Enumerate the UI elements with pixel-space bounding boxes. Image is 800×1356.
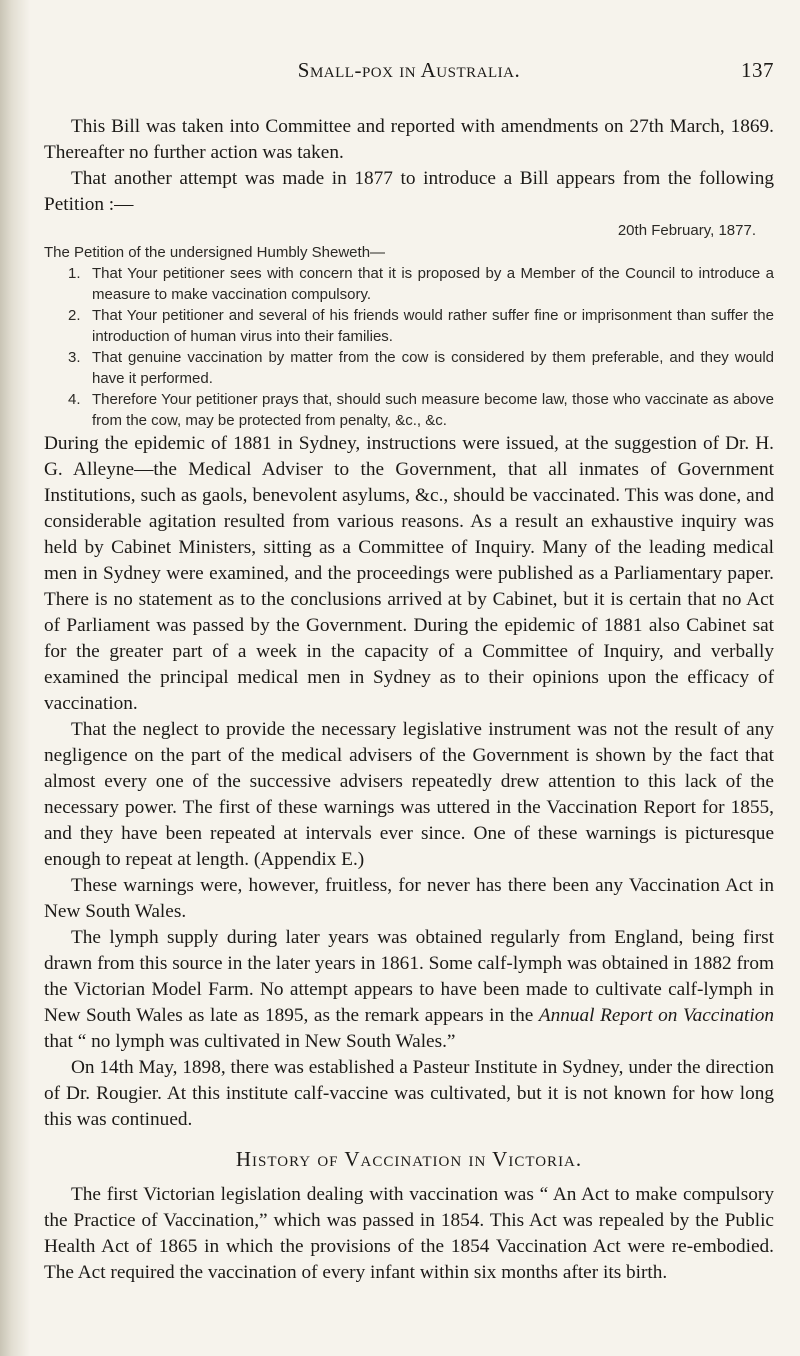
annual-report-title: Annual Report on Vaccination [538,1005,774,1026]
running-head [44,58,774,98]
petition-item [44,389,774,431]
paragraph-warnings-fruitless: These warnings were, however, fruitless, for never has there been any Vaccination Act in New South Wales. [44,875,774,922]
lymph-text-end: that “ no lymph was cultivated in New South Wales.” [44,1031,456,1052]
lymph-text-start: The lymph supply during later years was obtained regularly from England, being first drawn from this source in the later years in 1861. Some calf-lymph was obtained in 1882 from the Victorian Model Farm. No attempt appears to have been made to cultivate calf-lymph in New South Wales as late as 1895, as the remark appears in the [44,927,774,1026]
book-page [44,0,774,1286]
petition-item [44,347,774,389]
petition-item-text: That Your petitioner and several of his friends would rather suffer fine or imprisonment than suffer the introduction of human virus into their families. [92,307,774,345]
paragraph-neglect: That the neglect to provide the necessary legislative instrument was not the result of any negligence on the part of the medical advisers of the Government is shown by the fact that almost every one of the successive advisers repeatedly drew attention to this lack of the necessary power. The first of these warnings was uttered in the Vaccination Report for 1855, and they have been repeated at intervals ever since. One of these warnings is picturesque enough to repeat at length. (Appendix E.) [44,719,774,870]
petition-item-text: That genuine vaccination by matter from the cow is considered by them preferable, and they would have it performed. [92,349,774,387]
running-title: Small-pox in Australia. [297,58,521,82]
paragraph-another-attempt: That another attempt was made in 1877 to introduce a Bill appears from the following Petition :— [44,168,774,215]
page-spine-shadow [0,0,30,1356]
paragraph-epidemic-1881: During the epidemic of 1881 in Sydney, instructions were issued, at the suggestion of Dr. H. G. Alleyne—the Medical Adviser to the Government, that all inmates of Government Institutions, such as gaols, benevolent asylums, &c., should be vaccinated. This was done, and considerable agitation resulted from various reasons. As a result an exhaustive inquiry was held by Cabinet Ministers, sitting as a Committee of Inquiry. Many of the leading medical men in Sydney were examined, and the proceedings were published as a Parliamentary paper. There is no statement as to the conclusions arrived at by Cabinet, but it is certain that no Act of Parliament was passed by the Government. During the epidemic of 1881 also Cabinet sat for the greater part of a week in the capacity of a Committee of Inquiry, and verbally examined the principal medical men in Sydney as to their opinions upon the efficacy of vaccination. [44,433,774,714]
petition-date: 20th February, 1877. [617,222,756,239]
petition-item-number: 2. [68,307,81,324]
petition-item [44,305,774,347]
petition-item-number: 1. [68,265,81,282]
petition-list [44,263,774,431]
section-heading: History of Vaccination in Victoria. [235,1147,583,1171]
paragraph-lymph-supply [44,925,774,1055]
petition-intro: The Petition of the undersigned Humbly Sheweth— [44,244,386,261]
petition-item [44,263,774,305]
paragraph-bill-committee: This Bill was taken into Committee and reported with amendments on 27th March, 1869. Thereafter no further action was taken. [44,116,774,163]
page-number: 137 [741,58,774,82]
petition-item-number: 4. [68,391,81,408]
petition-item-number: 3. [68,349,81,366]
petition-item-text: That Your petitioner sees with concern that it is proposed by a Member of the Council to introduce a measure to make vaccination compulsory. [92,265,774,303]
paragraph-victorian-legislation: The first Victorian legislation dealing with vaccination was “ An Act to make compulsory the Practice of Vaccination,” which was passed in 1854. This Act was repealed by the Public Health Act of 1865 in which the provisions of the 1854 Vaccination Act were re-embodied. The Act required the vaccination of every infant within six months after its birth. [44,1184,774,1283]
petition-item-text: Therefore Your petitioner prays that, should such measure become law, those who vaccinate as above from the cow, may be protected from penalty, &c., &c. [92,391,774,429]
paragraph-pasteur-institute: On 14th May, 1898, there was established a Pasteur Institute in Sydney, under the direction of Dr. Rougier. At this institute calf-vaccine was cultivated, but it is not known for how long this was continued. [44,1057,774,1130]
